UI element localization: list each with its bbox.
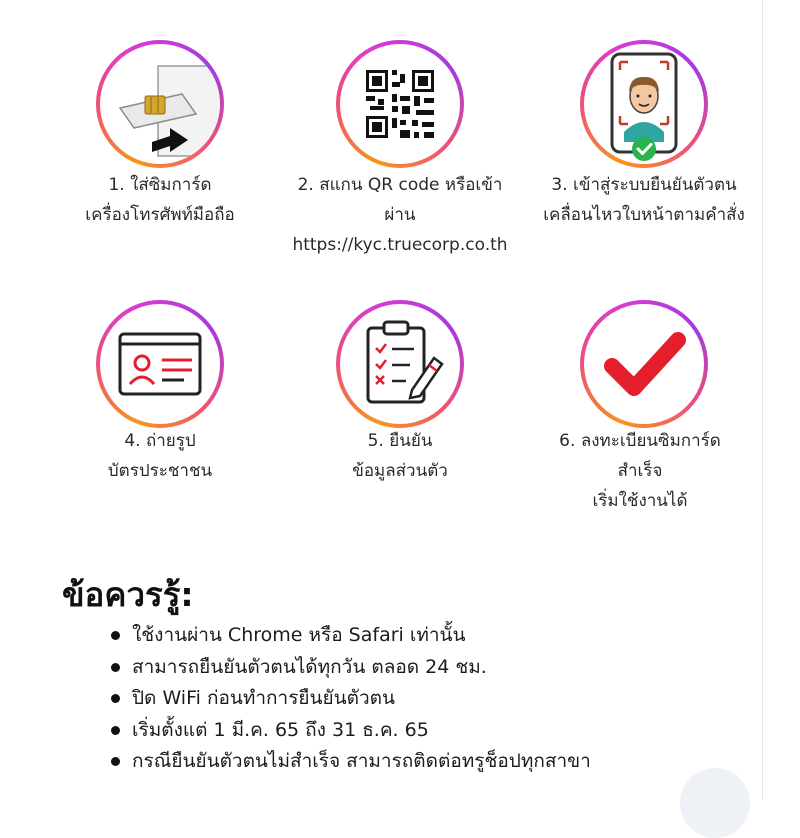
step-1-line-1: ใส่ซิมการ์ด (130, 175, 212, 195)
step-4-caption (40, 426, 280, 486)
bullet-icon (111, 726, 120, 735)
tip-item (105, 746, 591, 778)
step-6-line-1: ลงทะเบียนซิมการ์ด (580, 431, 721, 451)
step-1-number: 1. (108, 175, 125, 195)
step-5-number: 5. (367, 431, 384, 451)
step-4-line-2: บัตรประชาชน (107, 461, 213, 481)
tip-item (105, 715, 591, 747)
step-4-number: 4. (124, 431, 141, 451)
step-6-caption (520, 426, 760, 516)
step-6-number: 6. (559, 431, 576, 451)
step-5-caption (280, 426, 520, 486)
bullet-icon (111, 694, 120, 703)
step-3-line-2: เคลื่อนไหวใบหน้าตามคำสั่ง (543, 205, 745, 225)
step-5-ring (336, 300, 464, 428)
step-1-caption (40, 170, 280, 230)
step-2-number: 2. (297, 175, 314, 195)
bullet-icon (111, 757, 120, 766)
step-2-ring (336, 40, 464, 168)
step-3-caption (520, 170, 768, 230)
step-6-ring (580, 300, 708, 428)
floating-button-shadow (680, 768, 750, 838)
sim-card-insert-icon (100, 44, 220, 164)
step-4-line-1: ถ่ายรูป (145, 431, 196, 451)
tips-list (105, 620, 591, 778)
tips-title: ข้อควรรู้: (62, 575, 194, 614)
kyc-url[interactable]: https://kyc.truecorp.co.th (292, 235, 508, 255)
bullet-icon (111, 631, 120, 640)
qr-code-icon (340, 44, 460, 164)
tip-text: ปิด WiFi ก่อนทำการยืนยันตัวตน (132, 687, 396, 709)
id-card-icon (100, 304, 220, 424)
tip-item (105, 652, 591, 684)
step-2-line-1: สแกน QR code หรือเข้า (319, 175, 503, 195)
step-3-number: 3. (551, 175, 568, 195)
checkmark-icon (584, 304, 704, 424)
step-1-ring (96, 40, 224, 168)
face-verification-icon (584, 44, 704, 164)
step-3-ring (580, 40, 708, 168)
step-5-line-2: ข้อมูลส่วนตัว (352, 461, 448, 481)
tip-text: กรณียืนยันตัวตนไม่สำเร็จ สามารถติดต่อทรูช็อปทุกสาขา (132, 750, 591, 772)
page-divider (762, 0, 763, 800)
tip-item (105, 683, 591, 715)
step-2-caption (280, 170, 520, 260)
tip-text: สามารถยืนยันตัวตนได้ทุกวัน ตลอด 24 ชม. (132, 655, 487, 678)
step-4-ring (96, 300, 224, 428)
tip-text: เริ่มตั้งแต่ 1 มี.ค. 65 ถึง 31 ธ.ค. 65 (132, 718, 429, 741)
step-6-line-3: เริ่มใช้งานได้ (592, 491, 688, 511)
step-6-line-2: สำเร็จ (617, 461, 663, 481)
tip-item (105, 620, 591, 652)
step-3-line-1: เข้าสู่ระบบยืนยันตัวตน (573, 175, 737, 195)
tip-text: ใช้งานผ่าน Chrome หรือ Safari เท่านั้น (132, 624, 466, 646)
step-1-line-2: เครื่องโทรศัพท์มือถือ (85, 205, 235, 225)
step-5-line-1: ยืนยัน (389, 431, 433, 451)
bullet-icon (111, 663, 120, 672)
step-2-line-2: ผ่าน (384, 205, 416, 225)
clipboard-checklist-icon (340, 304, 460, 424)
